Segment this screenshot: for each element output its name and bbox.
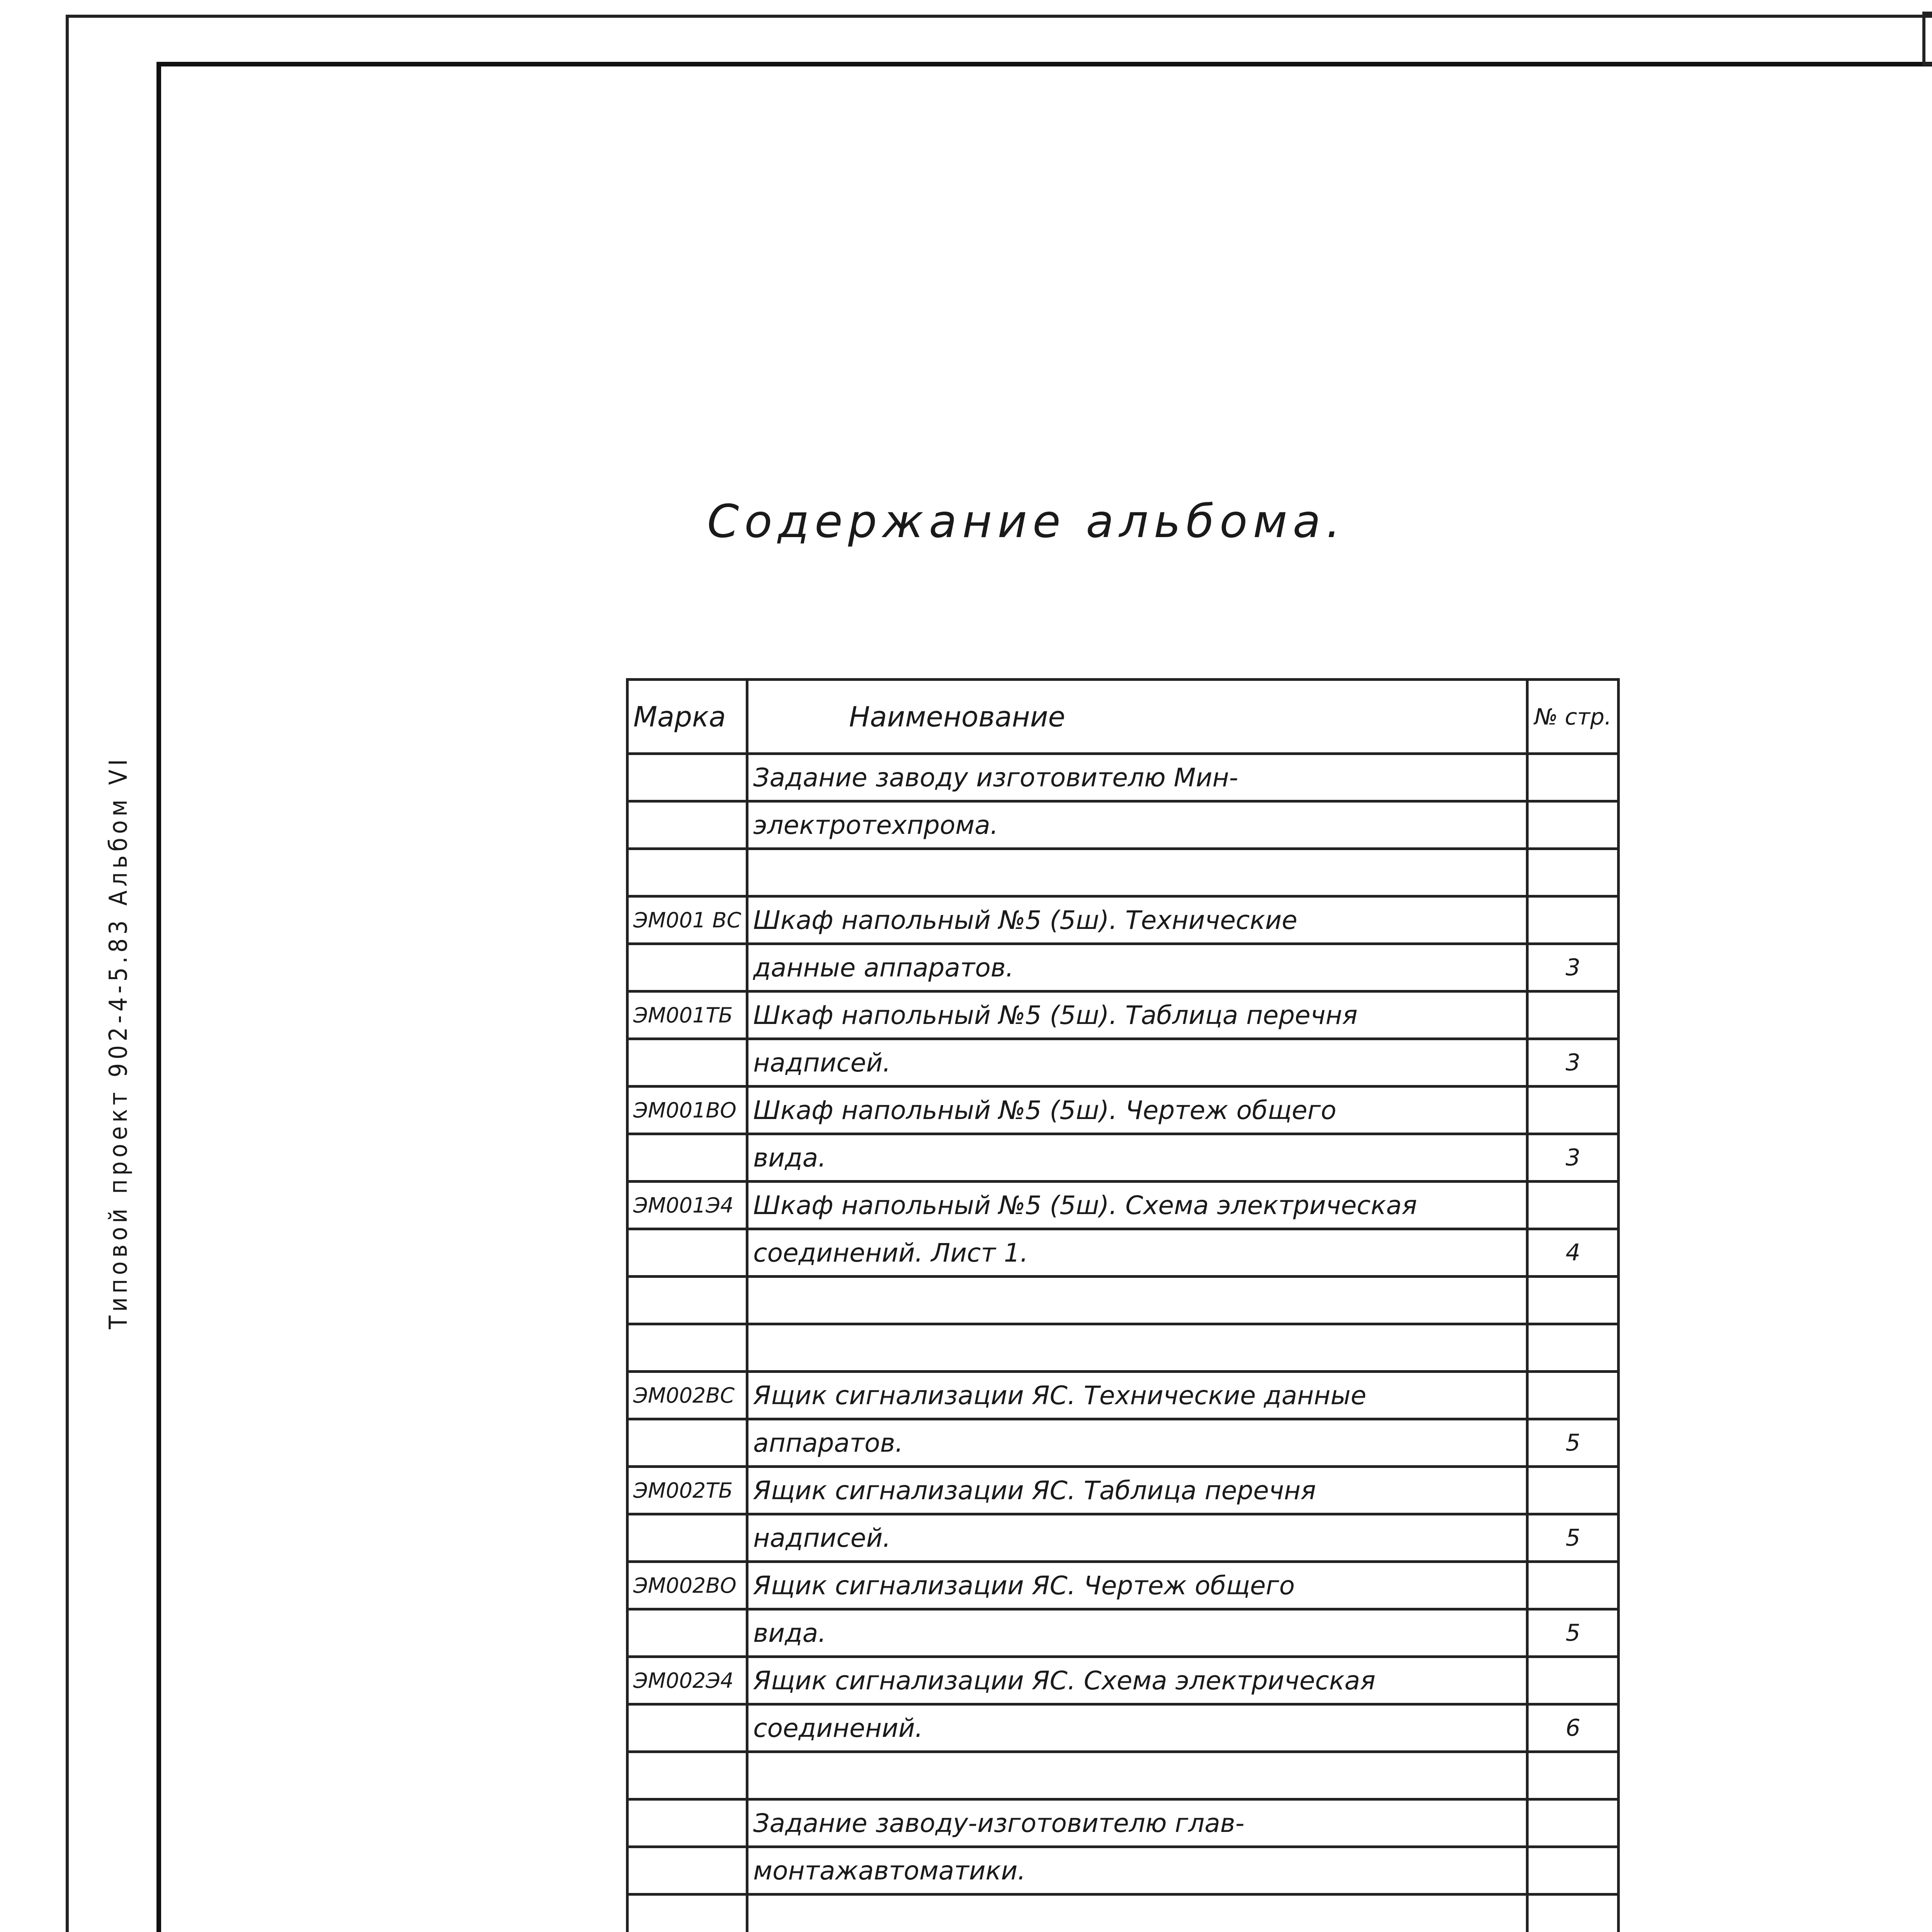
row-name: надписей. bbox=[747, 1039, 1527, 1087]
row-page bbox=[1527, 754, 1619, 801]
row-page: 6 bbox=[1527, 1704, 1619, 1752]
row-name: Шкаф напольный №5 (5ш). Таблица перечня bbox=[747, 992, 1527, 1039]
row-name bbox=[747, 1895, 1527, 1932]
row-page: 3 bbox=[1527, 1134, 1619, 1182]
table-row bbox=[628, 1847, 1619, 1895]
table-row bbox=[628, 944, 1619, 992]
header-mark: Марка bbox=[628, 680, 747, 754]
row-mark: ЭМ001ВО bbox=[628, 1087, 747, 1134]
row-mark: ЭМ001Э4 bbox=[628, 1182, 747, 1229]
row-name: Шкаф напольный №5 (5ш). Схема электрическая bbox=[747, 1182, 1527, 1229]
row-page bbox=[1527, 1657, 1619, 1704]
header-page: № стр. bbox=[1527, 680, 1619, 754]
row-mark: ЭМ002Э4 bbox=[628, 1657, 747, 1704]
row-page bbox=[1527, 1277, 1619, 1324]
row-mark bbox=[628, 1324, 747, 1372]
row-name: Ящик сигнализации ЯС. Технические данные bbox=[747, 1372, 1527, 1419]
row-mark bbox=[628, 1039, 747, 1087]
row-page bbox=[1527, 1799, 1619, 1847]
row-page bbox=[1527, 1372, 1619, 1419]
row-name: Шкаф напольный №5 (5ш). Технические bbox=[747, 896, 1527, 944]
table-row bbox=[628, 1752, 1619, 1799]
row-page: 5 bbox=[1527, 1419, 1619, 1467]
row-name: Шкаф напольный №5 (5ш). Чертеж общего bbox=[747, 1087, 1527, 1134]
row-name bbox=[747, 1324, 1527, 1372]
row-mark: ЭМ002ТБ bbox=[628, 1467, 747, 1514]
table-row bbox=[628, 1657, 1619, 1704]
row-page: 3 bbox=[1527, 1039, 1619, 1087]
row-page bbox=[1527, 1087, 1619, 1134]
table-row bbox=[628, 992, 1619, 1039]
sheet-top-edge bbox=[66, 15, 1932, 18]
row-mark bbox=[628, 1419, 747, 1467]
row-mark: ЭМ002ВС bbox=[628, 1372, 747, 1419]
row-name bbox=[747, 1752, 1527, 1799]
row-mark: ЭМ001 ВС bbox=[628, 896, 747, 944]
row-mark bbox=[628, 1752, 747, 1799]
table-header bbox=[628, 680, 1619, 754]
table-row bbox=[628, 1562, 1619, 1609]
table-row bbox=[628, 896, 1619, 944]
side-label-text: Типовой проект 902-4-5.83 Альбом VI bbox=[104, 755, 133, 1329]
table-row bbox=[628, 1324, 1619, 1372]
row-name: Ящик сигнализации ЯС. Чертеж общего bbox=[747, 1562, 1527, 1609]
row-name: соединений. Лист 1. bbox=[747, 1229, 1527, 1277]
table-row bbox=[628, 1277, 1619, 1324]
row-mark bbox=[628, 1514, 747, 1562]
row-page bbox=[1527, 801, 1619, 849]
row-mark bbox=[628, 1895, 747, 1932]
row-name: вида. bbox=[747, 1134, 1527, 1182]
row-page: 3 bbox=[1527, 944, 1619, 992]
table-row bbox=[628, 1895, 1619, 1932]
row-name: вида. bbox=[747, 1609, 1527, 1657]
row-name: аппаратов. bbox=[747, 1419, 1527, 1467]
row-mark bbox=[628, 1134, 747, 1182]
row-page: 4 bbox=[1527, 1229, 1619, 1277]
row-mark bbox=[628, 1799, 747, 1847]
row-name: Задание заводу изготовителю Мин- bbox=[747, 754, 1527, 801]
table-row bbox=[628, 1467, 1619, 1514]
row-name: Ящик сигнализации ЯС. Схема электрическая bbox=[747, 1657, 1527, 1704]
table-row bbox=[628, 1182, 1619, 1229]
table-row bbox=[628, 1609, 1619, 1657]
row-mark: ЭМ002ВО bbox=[628, 1562, 747, 1609]
table-row bbox=[628, 1704, 1619, 1752]
row-page bbox=[1527, 992, 1619, 1039]
table-row bbox=[628, 1372, 1619, 1419]
row-mark bbox=[628, 754, 747, 801]
table-row bbox=[628, 1039, 1619, 1087]
page-title: Содержание альбома. bbox=[707, 495, 1346, 548]
table-row bbox=[628, 849, 1619, 896]
row-page bbox=[1527, 1752, 1619, 1799]
row-page bbox=[1527, 1562, 1619, 1609]
row-mark bbox=[628, 1847, 747, 1895]
row-name: монтажавтоматики. bbox=[747, 1847, 1527, 1895]
sheet-left-edge bbox=[66, 15, 69, 1932]
sheet-number bbox=[1922, 12, 1932, 66]
row-mark bbox=[628, 944, 747, 992]
row-page: 5 bbox=[1527, 1609, 1619, 1657]
row-name: Задание заводу-изготовителю глав- bbox=[747, 1799, 1527, 1847]
row-name: надписей. bbox=[747, 1514, 1527, 1562]
table-row bbox=[628, 1514, 1619, 1562]
row-mark bbox=[628, 1609, 747, 1657]
table-row bbox=[628, 1087, 1619, 1134]
row-name: электротехпрома. bbox=[747, 801, 1527, 849]
row-mark bbox=[628, 1277, 747, 1324]
row-page bbox=[1527, 1467, 1619, 1514]
table-row bbox=[628, 1419, 1619, 1467]
row-page bbox=[1527, 1324, 1619, 1372]
table-row bbox=[628, 1134, 1619, 1182]
row-page bbox=[1527, 1182, 1619, 1229]
row-page bbox=[1527, 1847, 1619, 1895]
row-mark bbox=[628, 1229, 747, 1277]
row-mark bbox=[628, 1704, 747, 1752]
row-name: Ящик сигнализации ЯС. Таблица перечня bbox=[747, 1467, 1527, 1514]
row-page: 5 bbox=[1527, 1514, 1619, 1562]
table-row bbox=[628, 801, 1619, 849]
row-page bbox=[1527, 849, 1619, 896]
row-name bbox=[747, 1277, 1527, 1324]
table-row bbox=[628, 1799, 1619, 1847]
row-mark: ЭМ001ТБ bbox=[628, 992, 747, 1039]
side-label bbox=[89, 680, 139, 1329]
row-mark bbox=[628, 849, 747, 896]
row-name: данные аппаратов. bbox=[747, 944, 1527, 992]
row-page bbox=[1527, 896, 1619, 944]
contents-table bbox=[626, 678, 1620, 1932]
header-name: Наименование bbox=[747, 680, 1527, 754]
table-row bbox=[628, 1229, 1619, 1277]
row-name bbox=[747, 849, 1527, 896]
table-row bbox=[628, 754, 1619, 801]
row-name: соединений. bbox=[747, 1704, 1527, 1752]
row-mark bbox=[628, 801, 747, 849]
row-page bbox=[1527, 1895, 1619, 1932]
